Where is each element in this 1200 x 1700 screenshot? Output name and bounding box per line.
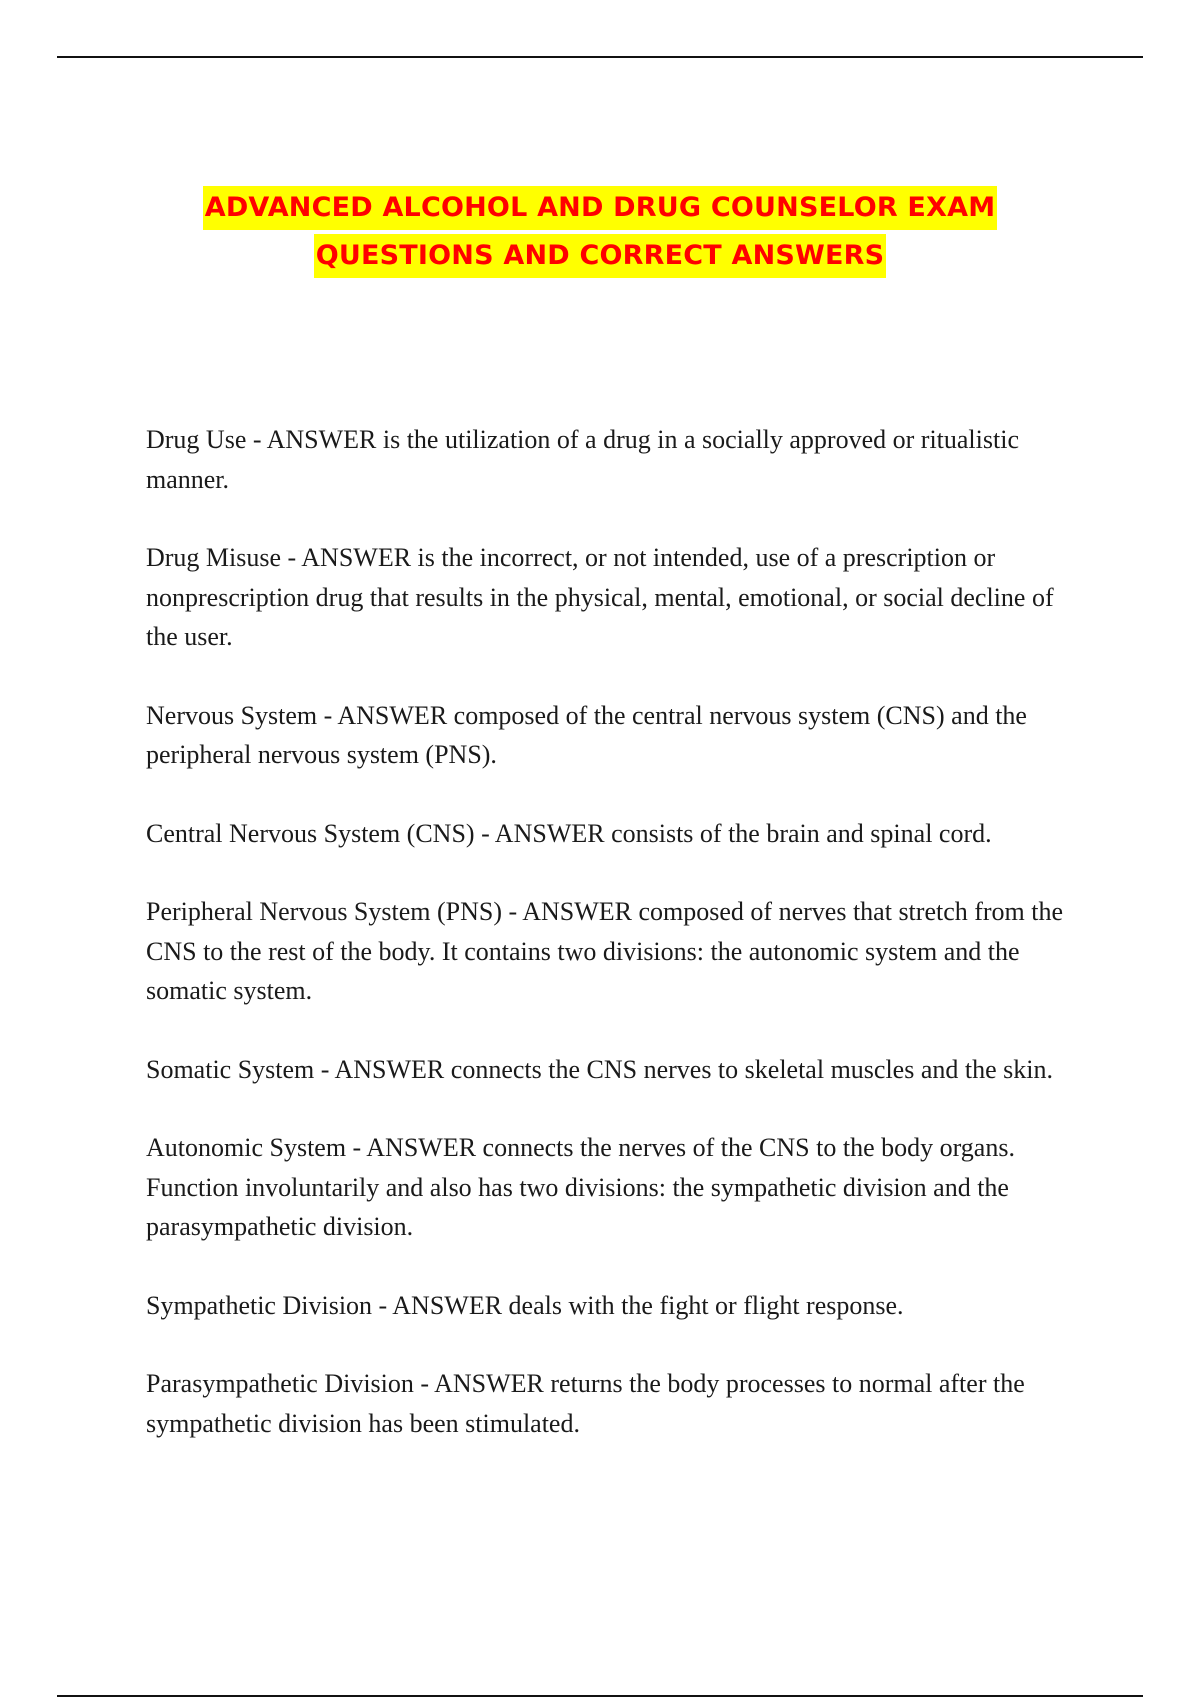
qa-entry-sympathetic-division: Sympathetic Division - ANSWER deals with the fight or flight response.	[146, 1290, 904, 1320]
qa-entry-cns: Central Nervous System (CNS) - ANSWER consists of the brain and spinal cord.	[146, 818, 992, 848]
qa-entry-parasympathetic-division: Parasympathetic Division - ANSWER returns the body processes to normal after the sympathetic division has been stimulated.	[146, 1369, 1025, 1438]
qa-entry-nervous-system: Nervous System - ANSWER composed of the central nervous system (CNS) and the peripheral nervous system (PNS).	[146, 700, 1027, 769]
bottom-rule	[57, 1695, 1143, 1697]
qa-list	[146, 420, 1066, 1482]
qa-entry-autonomic-system: Autonomic System - ANSWER connects the nerves of the CNS to the body organs. Function involuntarily and also has two divisions: the sympathetic division and the parasympathetic division.	[146, 1133, 1015, 1241]
top-rule	[57, 56, 1143, 58]
title-line-1: ADVANCED ALCOHOL AND DRUG COUNSELOR EXAM	[203, 186, 998, 230]
title-line-2: QUESTIONS AND CORRECT ANSWERS	[314, 234, 887, 278]
qa-entry-pns: Peripheral Nervous System (PNS) - ANSWER composed of nerves that stretch from the CNS to the rest of the body. It contains two divisions: the autonomic system and the somatic system.	[146, 897, 1064, 1005]
qa-entry-drug-misuse: Drug Misuse - ANSWER is the incorrect, or not intended, use of a prescription or nonprescription drug that results in the physical, mental, emotional, or social decline of the user.	[146, 543, 1054, 651]
document-title	[0, 186, 1200, 282]
qa-entry-somatic-system: Somatic System - ANSWER connects the CNS nerves to skeletal muscles and the skin.	[146, 1054, 1053, 1084]
qa-entry-drug-use: Drug Use - ANSWER is the utilization of a drug in a socially approved or ritualistic manner.	[146, 425, 1019, 494]
